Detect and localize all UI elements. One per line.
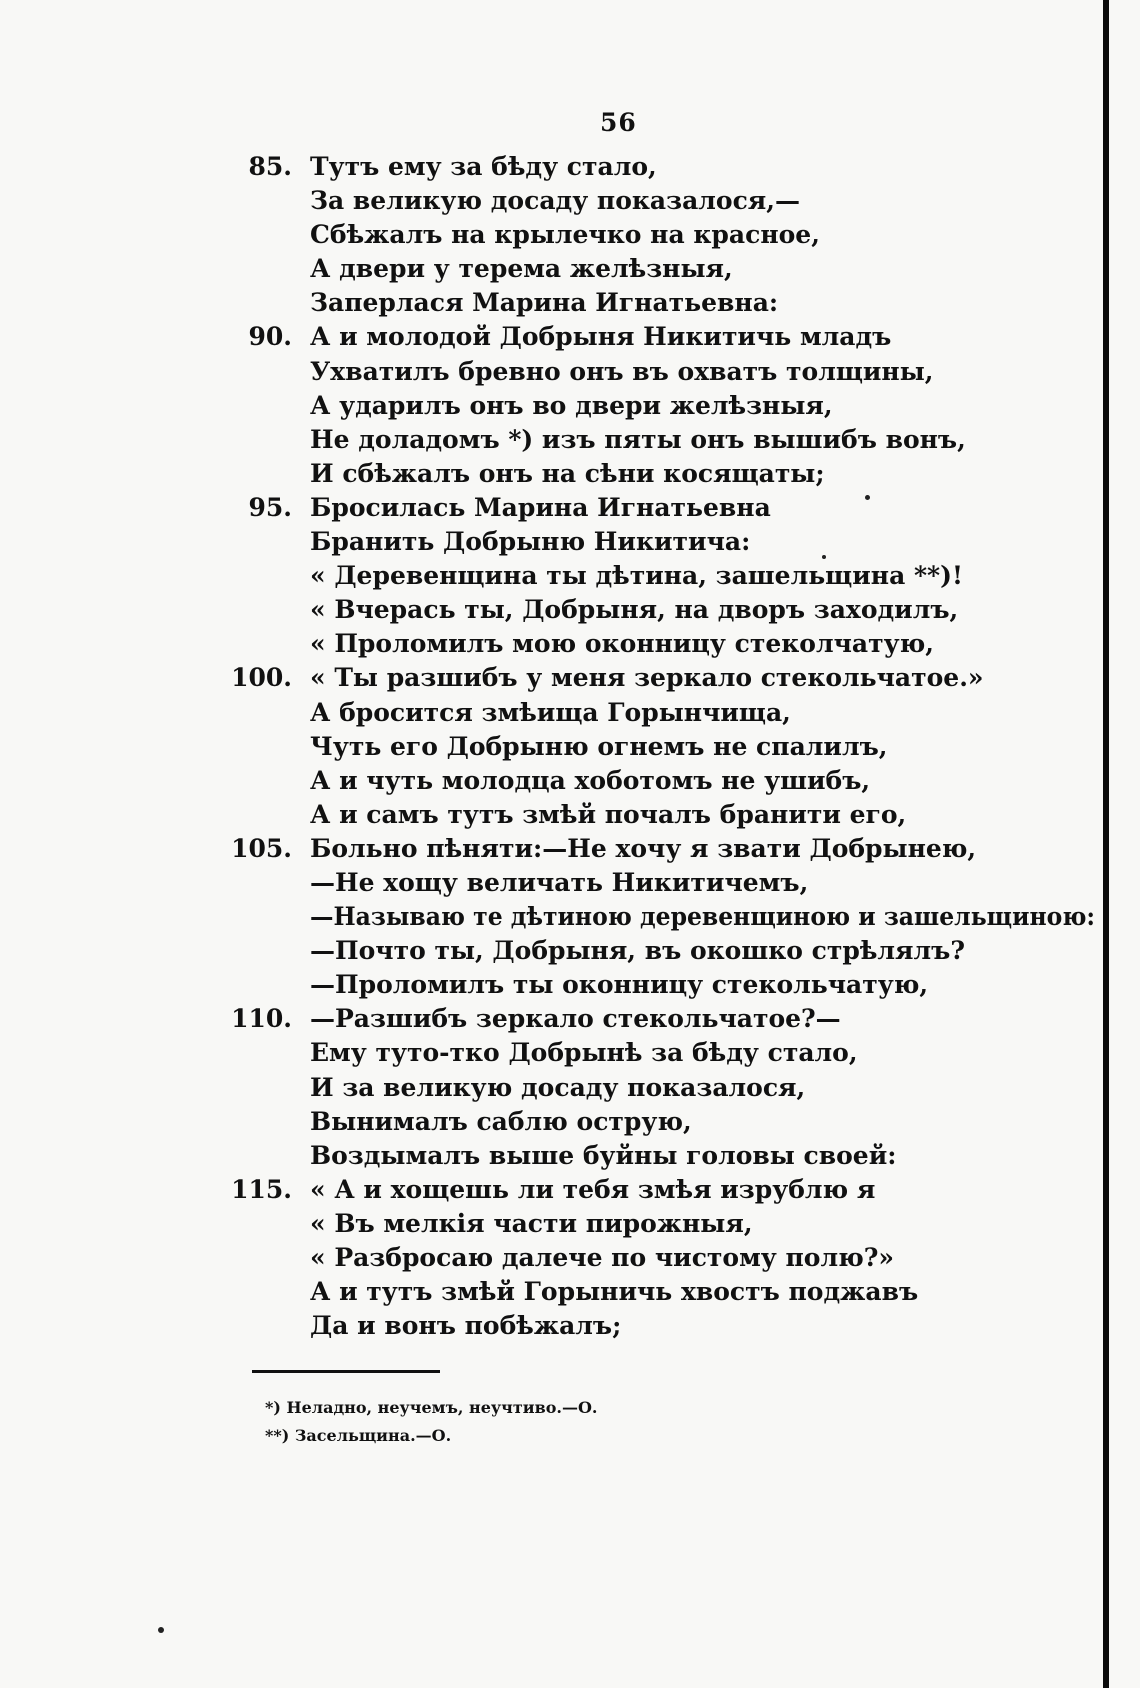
verse-line bbox=[0, 1036, 1100, 1070]
verse-line bbox=[0, 457, 1100, 491]
page-edge-shadow bbox=[1103, 0, 1109, 1688]
verse-text: А и тутъ змѣй Горыничь хвостъ поджавъ bbox=[310, 1277, 919, 1307]
page-number: 56 bbox=[600, 108, 637, 137]
verse-text: Чуть его Добрыню огнемъ не спалилъ, bbox=[310, 731, 888, 761]
verse-line bbox=[0, 355, 1100, 389]
verse-line bbox=[0, 252, 1100, 286]
verse-line bbox=[0, 184, 1100, 218]
verse-text: Воздымалъ выше буйны головы своей: bbox=[310, 1140, 897, 1170]
verse-text: Больно пѣняти:—Не хочу я звати Добрынею, bbox=[310, 833, 977, 863]
verse-text: А бросится змѣища Горынчища, bbox=[310, 697, 791, 727]
verse-text: —Разшибъ зеркало стекольчатое?— bbox=[310, 1004, 841, 1034]
verse-line bbox=[0, 1207, 1100, 1241]
verse-text: А ударилъ онъ во двери желѣзныя, bbox=[310, 390, 833, 420]
verse-text: Бранить Добрыню Никитича: bbox=[310, 527, 751, 557]
verse-text: « Вчерась ты, Добрыня, на дворъ заходилъ, bbox=[310, 595, 959, 625]
verse-text: А и чуть молодца хоботомъ не ушибъ, bbox=[310, 765, 871, 795]
verse-text: Бросилась Марина Игнатьевна bbox=[310, 492, 771, 522]
verse-text: —Называю те дѣтиною деревенщиною и зашельщиною: bbox=[310, 902, 1096, 932]
print-speck bbox=[822, 555, 826, 559]
verse-line bbox=[0, 696, 1100, 730]
verse-text: —Не хощу величать Никитичемъ, bbox=[310, 867, 809, 897]
verse-line bbox=[0, 150, 1100, 184]
verse-line bbox=[0, 218, 1100, 252]
print-speck bbox=[158, 1627, 164, 1633]
footnote: **) Засельщина.—О. bbox=[265, 1426, 452, 1445]
verse-text: —Почто ты, Добрыня, въ окошко стрѣлялъ? bbox=[310, 936, 965, 966]
verse-line bbox=[0, 1105, 1100, 1139]
print-speck bbox=[865, 495, 870, 500]
footnote-separator bbox=[252, 1370, 440, 1373]
verse-number: 110. bbox=[231, 1004, 292, 1034]
verse-text: И за великую досаду показалося, bbox=[310, 1072, 806, 1102]
verse-line bbox=[0, 968, 1100, 1002]
verse-text: За великую досаду показалося,— bbox=[310, 186, 800, 216]
verse-line bbox=[0, 764, 1100, 798]
verse-line bbox=[0, 1275, 1100, 1309]
footnotes bbox=[265, 1394, 597, 1450]
verse-line bbox=[0, 627, 1100, 661]
verse-number: 115. bbox=[231, 1174, 292, 1204]
verse-line bbox=[0, 1139, 1100, 1173]
verse-number: 95. bbox=[248, 492, 292, 522]
verse-line bbox=[0, 1173, 1100, 1207]
verse-line bbox=[0, 661, 1100, 695]
verse-text: « Въ мелкія части пирожныя, bbox=[310, 1208, 753, 1238]
verse-line bbox=[0, 866, 1100, 900]
verse-line bbox=[0, 559, 1100, 593]
verse-line bbox=[0, 389, 1100, 423]
verse-text: Да и вонъ побѣжалъ; bbox=[310, 1311, 622, 1341]
verse-line bbox=[0, 798, 1100, 832]
verse-text: Сбѣжалъ на крылечко на красное, bbox=[310, 220, 820, 250]
verse-line bbox=[0, 1241, 1100, 1275]
verse-line bbox=[0, 320, 1100, 354]
verse-text: « Деревенщина ты дѣтина, зашельщина **)! bbox=[310, 561, 963, 591]
verse-line bbox=[0, 1002, 1100, 1036]
verse-line bbox=[0, 900, 1100, 934]
verse-number: 90. bbox=[248, 322, 292, 352]
verse-line bbox=[0, 730, 1100, 764]
verse-line bbox=[0, 593, 1100, 627]
footnote: *) Неладно, неучемъ, неучтиво.—О. bbox=[265, 1398, 598, 1417]
verse-text: « Ты разшибъ у меня зеркало стекольчатое.» bbox=[310, 663, 984, 693]
verse-number: 105. bbox=[231, 833, 292, 863]
verse-line bbox=[0, 1071, 1100, 1105]
verse-text: Не доладомъ *) изъ пяты онъ вышибъ вонъ, bbox=[310, 424, 966, 454]
verse-number: 100. bbox=[231, 663, 292, 693]
verse-text: —Проломилъ ты оконницу стекольчатую, bbox=[310, 970, 929, 1000]
verse-text: А двери у терема желѣзныя, bbox=[310, 254, 733, 284]
verse-text: Заперлася Марина Игнатьевна: bbox=[310, 288, 779, 318]
verse-text: « А и хощешь ли тебя змѣя изрублю я bbox=[310, 1174, 876, 1204]
verse-text: Ухватилъ бревно онъ въ охватъ толщины, bbox=[310, 356, 934, 386]
verse-line bbox=[0, 934, 1100, 968]
verse-text: Вынималъ саблю острую, bbox=[310, 1106, 692, 1136]
verse-text: Тутъ ему за бѣду стало, bbox=[310, 152, 657, 181]
verse-line bbox=[0, 491, 1100, 525]
verse-text: « Разбросаю далече по чистому полю?» bbox=[310, 1243, 895, 1272]
verse-number: 85. bbox=[248, 152, 292, 181]
verse-text: И сбѣжалъ онъ на сѣни косящаты; bbox=[310, 458, 825, 488]
verse-text: А и молодой Добрыня Никитичь младъ bbox=[310, 322, 892, 352]
verse-line bbox=[0, 286, 1100, 320]
verse-text: « Проломилъ мою оконницу стеколчатую, bbox=[310, 629, 934, 659]
verse-text: А и самъ тутъ змѣй почалъ бранити его, bbox=[310, 799, 907, 829]
verse-line bbox=[0, 423, 1100, 457]
verse-line bbox=[0, 832, 1100, 866]
verse-line bbox=[0, 525, 1100, 559]
verse-line bbox=[0, 1309, 1100, 1343]
verse-block bbox=[0, 150, 1100, 1343]
verse-text: Ему туто-тко Добрынѣ за бѣду стало, bbox=[310, 1038, 858, 1068]
